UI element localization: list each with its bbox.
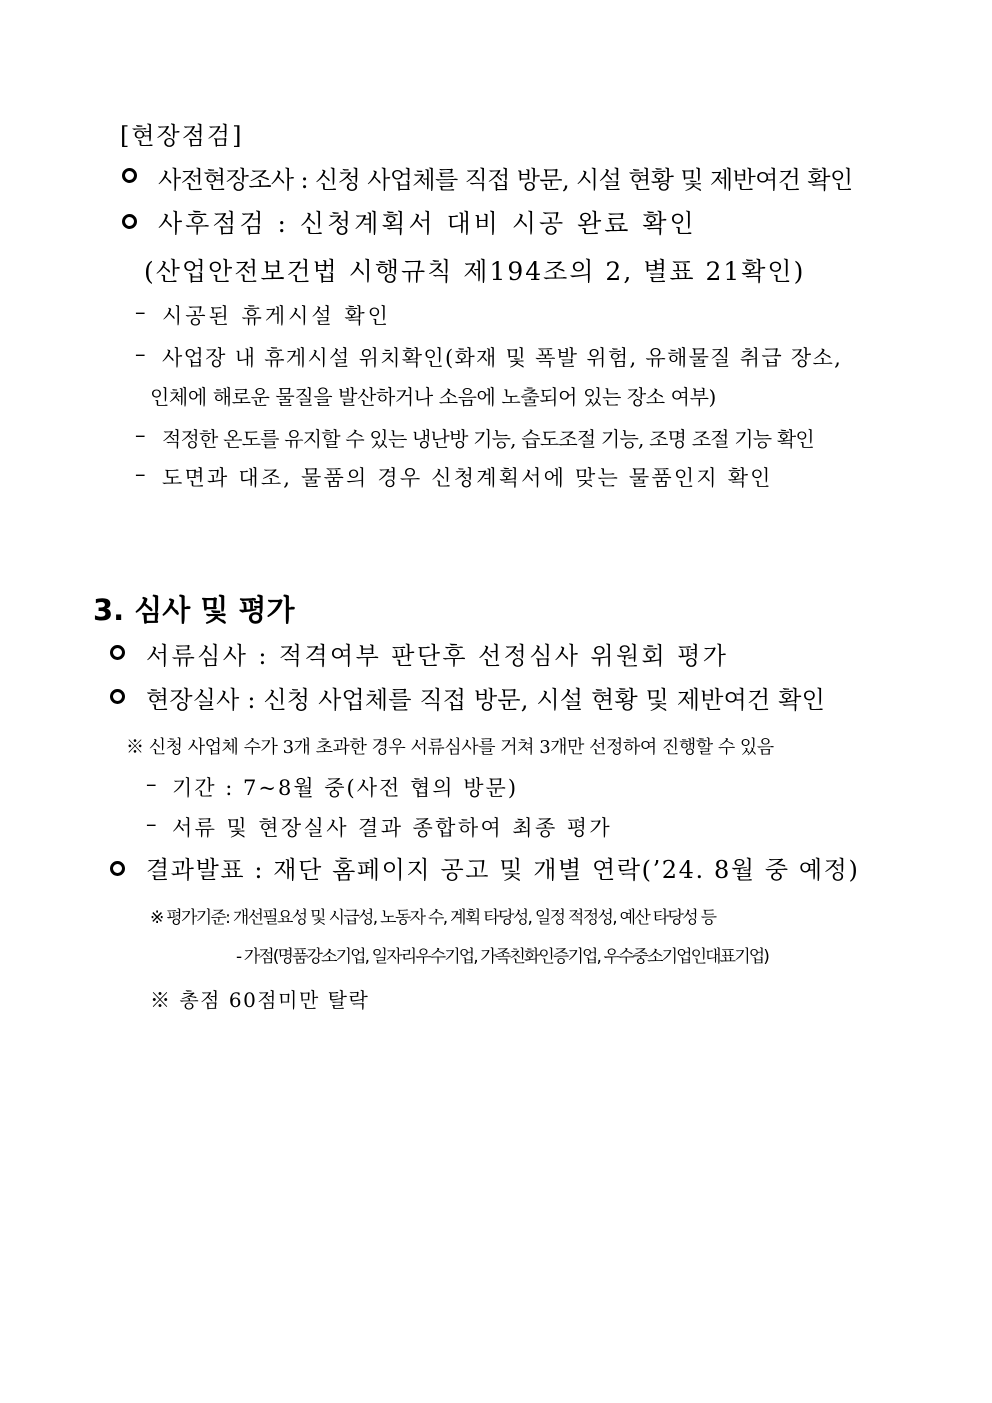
document-review-item: 서류심사 : 적격여부 판단후 선정심사 위원회 평가 <box>146 642 729 670</box>
site-review-note: ※ 신청 사업체 수가 3개 초과한 경우 서류심사를 거쳐 3개만 선정하여 진행할 수 있음 <box>126 737 774 758</box>
check-item-text-continued: 인체에 해로운 물질을 발산하거나 소음에 노출되어 있는 장소 여부) <box>150 385 716 409</box>
dash-marker: – <box>146 812 157 836</box>
bullet-circle-icon <box>110 861 125 876</box>
cutoff-note: ※ 총점 60점미만 탈락 <box>150 988 370 1012</box>
check-item-text: 도면과 대조, 물품의 경우 신청계획서에 맞는 물품인지 확인 <box>162 466 773 490</box>
dash-marker: – <box>135 342 146 366</box>
bonus-points-note: - 가점(명품강소기업, 일자리우수기업, 가족친화인증기업, 우수중소기업인대표기업) <box>236 947 768 967</box>
evaluation-criteria-note: ※ 평가기준: 개선필요성 및 시급성, 노동자 수, 계획 타당성, 일정 적정성, 예산 타당성 등 <box>150 908 716 928</box>
check-item-text: 사업장 내 휴게시설 위치확인(화재 및 폭발 위험, 유해물질 취급 장소, <box>162 346 843 370</box>
dash-marker: – <box>135 423 146 447</box>
section-title-site-inspection: [현장점검] <box>120 122 244 150</box>
check-item <box>135 342 146 366</box>
dash-marker: – <box>146 772 157 796</box>
bullet-circle-icon <box>110 645 125 660</box>
result-announcement-item: 결과발표 : 재단 홈페이지 공고 및 개별 연락(’24. 8월 중 예정) <box>146 856 860 884</box>
check-item <box>135 300 146 324</box>
bullet-circle-icon <box>122 168 137 183</box>
dash-marker: – <box>135 300 146 324</box>
check-item <box>135 423 146 447</box>
bullet-circle-icon <box>122 214 137 229</box>
post-inspection-item: 사후점검 : 신청계획서 대비 시공 완료 확인 <box>158 209 697 238</box>
check-item <box>135 462 146 486</box>
site-review-item: 현장실사 : 신청 사업체를 직접 방문, 시설 현황 및 제반여건 확인 <box>146 686 826 714</box>
period-item <box>146 772 157 796</box>
law-reference-note: (산업안전보건법 시행규칙 제194조의 2, 별표 21확인) <box>144 257 806 286</box>
section-3-heading: 3. 심사 및 평가 <box>93 593 295 627</box>
bullet-circle-icon <box>110 689 125 704</box>
period-text: 기간 : 7~8월 중(사전 협의 방문) <box>172 776 519 800</box>
final-eval-text: 서류 및 현장실사 결과 종합하여 최종 평가 <box>172 816 613 840</box>
check-item-text: 적정한 온도를 유지할 수 있는 냉난방 기능, 습도조절 기능, 조명 조절 기능 확인 <box>162 427 814 451</box>
dash-marker: – <box>135 462 146 486</box>
check-item-text: 시공된 휴게시설 확인 <box>162 304 391 328</box>
pre-site-survey-item: 사전현장조사 : 신청 사업체를 직접 방문, 시설 현황 및 제반여건 확인 <box>158 166 853 194</box>
final-eval-item <box>146 812 157 836</box>
